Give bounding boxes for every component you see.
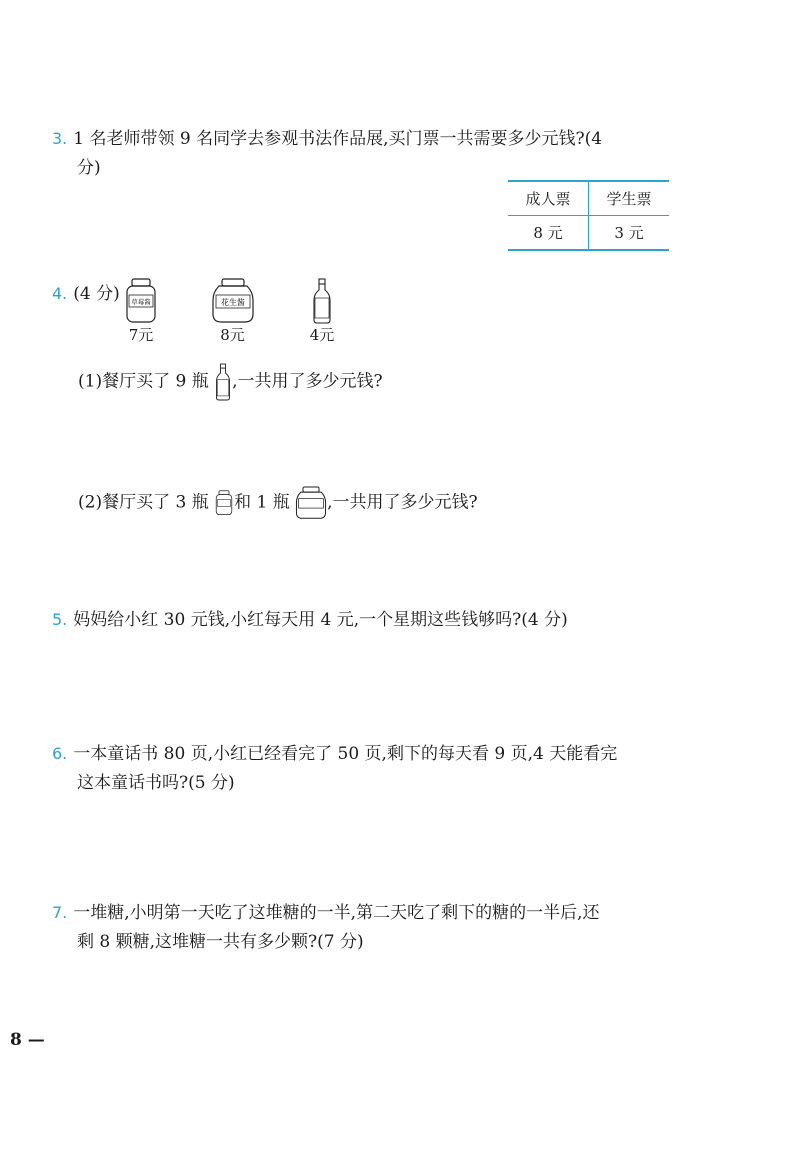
question-text: 一堆糖,小明第一天吃了这堆糖的一半,第二天吃了剩下的糖的一半后,还 [73,903,600,923]
question-7 [52,898,692,957]
question-number: 7. [52,903,68,922]
table-row [508,216,669,251]
peanut-butter-jar-icon [211,278,255,324]
part-text: (2)餐厅买了 3 瓶 [78,492,209,513]
question-3 [52,124,692,183]
question-number: 5. [52,610,68,629]
adult-ticket-price: 8 元 [533,224,563,242]
question-text: 一本童话书 80 页,小红已经看完了 50 页,剩下的每天看 9 页,4 天能看完 [73,744,618,764]
question-text: 妈妈给小红 30 元钱,小红每天用 4 元,一个星期这些钱够吗?(4 分) [73,610,568,630]
price-label: 8元 [220,326,245,344]
jar-label: 草莓酱 [131,298,151,306]
part-text-end: ,一共用了多少元钱? [327,492,478,513]
table-header-row [508,181,669,216]
ticket-price-table [508,180,669,251]
question-text: 1 名老师带领 9 名同学去参观书法作品展,买门票一共需要多少元钱?(4 [73,129,603,149]
question-4-part-2 [78,486,478,520]
question-text-continued: 分) [77,158,101,178]
header-adult-ticket: 成人票 [508,181,589,216]
price-label: 7元 [128,326,154,344]
sesame-paste-bottle-icon [311,278,333,324]
question-number: 4. [52,284,68,303]
part-text-middle: 和 1 瓶 [234,492,290,513]
question-text-continued: 这本童话书吗?(5 分) [77,773,235,793]
jam-jar-icon [123,278,159,324]
price-label: 4元 [309,326,335,344]
question-4-part-1 [78,360,383,404]
question-number: 6. [52,744,68,763]
jar-label: 花生酱 [220,298,245,307]
sesame-paste-bottle-icon [214,360,232,404]
sesame-paste-bottle-item [300,278,344,345]
page-number: 8 — [10,1030,45,1050]
question-number: 3. [52,129,68,148]
question-6 [52,739,692,798]
part-text-end: ,一共用了多少元钱? [232,371,383,392]
peanut-butter-jar-item [205,278,260,345]
jam-jar-item [116,278,166,345]
peanut-butter-jar-icon [295,486,327,520]
student-ticket-price: 3 元 [589,216,670,251]
question-5 [52,605,692,635]
question-score: (4 分) [73,284,120,304]
jam-jar-icon [214,488,234,518]
header-student-ticket: 学生票 [589,181,670,216]
part-text: (1)餐厅买了 9 瓶 [78,371,209,392]
question-text-continued: 剩 8 颗糖,这堆糖一共有多少颗?(7 分) [77,932,364,952]
